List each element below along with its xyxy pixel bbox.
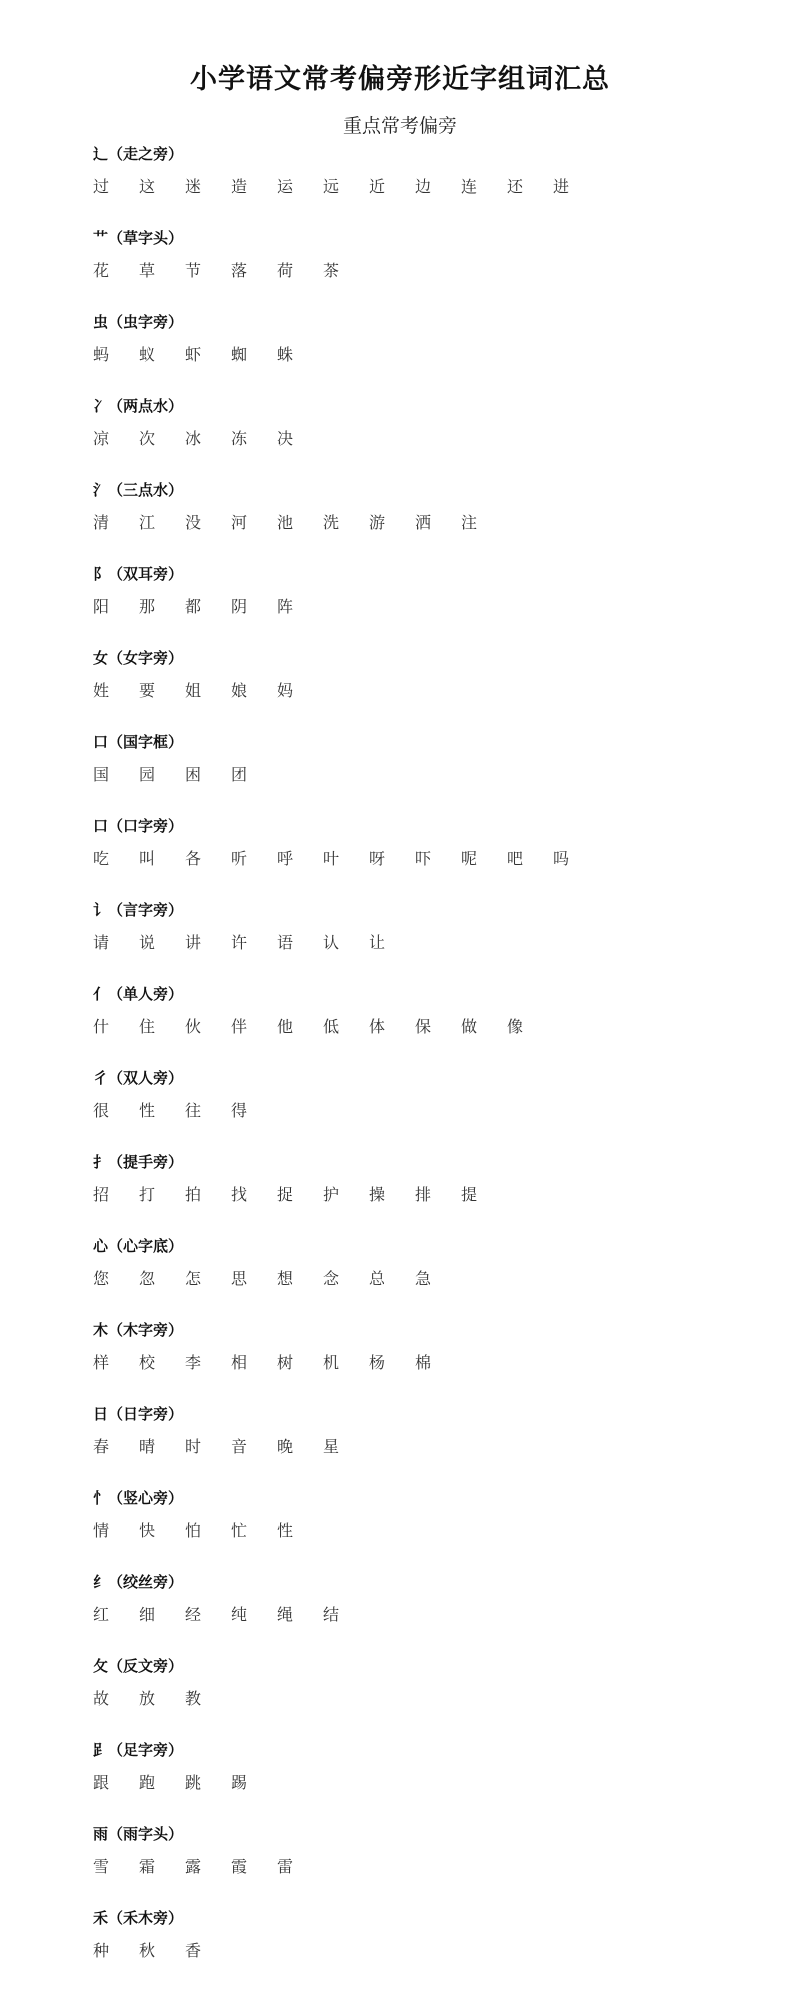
example-characters-row bbox=[93, 512, 773, 533]
example-character: 妈 bbox=[277, 681, 294, 700]
radical-label: 讠（言字旁） bbox=[93, 901, 184, 919]
example-character: 晴 bbox=[139, 1437, 156, 1456]
example-character: 阵 bbox=[277, 597, 294, 616]
example-character: 伙 bbox=[185, 1017, 202, 1036]
example-character: 吃 bbox=[93, 849, 110, 868]
example-character: 雪 bbox=[93, 1857, 110, 1876]
example-characters-row bbox=[93, 680, 773, 701]
radical-label: 口（口字旁） bbox=[93, 817, 184, 835]
example-characters-row bbox=[93, 1016, 773, 1037]
example-character: 迷 bbox=[185, 177, 202, 196]
example-character: 连 bbox=[461, 177, 478, 196]
example-character: 伴 bbox=[231, 1017, 248, 1036]
example-character: 造 bbox=[231, 177, 248, 196]
example-character: 各 bbox=[185, 849, 202, 868]
example-character: 凉 bbox=[93, 429, 110, 448]
example-characters-row bbox=[93, 764, 773, 785]
radical-label: 攵（反文旁） bbox=[93, 1657, 184, 1675]
radical-group bbox=[93, 900, 773, 984]
radical-group bbox=[93, 564, 773, 648]
example-character: 没 bbox=[185, 513, 202, 532]
example-character: 种 bbox=[93, 1941, 110, 1960]
radical-label: 纟（绞丝旁） bbox=[93, 1573, 184, 1591]
example-character: 故 bbox=[93, 1689, 110, 1708]
example-character: 次 bbox=[139, 429, 156, 448]
radical-group bbox=[93, 480, 773, 564]
example-character: 纯 bbox=[231, 1605, 248, 1624]
example-character: 打 bbox=[139, 1185, 156, 1204]
example-character: 运 bbox=[277, 177, 294, 196]
example-character: 结 bbox=[323, 1605, 340, 1624]
example-character: 清 bbox=[93, 513, 110, 532]
example-character: 江 bbox=[139, 513, 156, 532]
example-characters-row bbox=[93, 1772, 773, 1793]
radical-label: 忄（竖心旁） bbox=[93, 1489, 184, 1507]
example-character: 香 bbox=[185, 1941, 202, 1960]
example-character: 注 bbox=[461, 513, 478, 532]
example-character: 排 bbox=[415, 1185, 432, 1204]
example-character: 护 bbox=[323, 1185, 340, 1204]
example-character: 跑 bbox=[139, 1773, 156, 1792]
example-character: 认 bbox=[323, 933, 340, 952]
example-character: 音 bbox=[231, 1437, 248, 1456]
example-character: 绳 bbox=[277, 1605, 294, 1624]
example-character: 语 bbox=[277, 933, 294, 952]
example-character: 游 bbox=[369, 513, 386, 532]
radical-label: 女（女字旁） bbox=[93, 649, 184, 667]
example-character: 团 bbox=[231, 765, 248, 784]
example-character: 秋 bbox=[139, 1941, 156, 1960]
example-character: 怎 bbox=[185, 1269, 202, 1288]
example-characters-row bbox=[93, 428, 773, 449]
example-character: 捉 bbox=[277, 1185, 294, 1204]
example-character: 往 bbox=[185, 1101, 202, 1120]
example-character: 低 bbox=[323, 1017, 340, 1036]
example-characters-row bbox=[93, 1184, 773, 1205]
example-character: 这 bbox=[139, 177, 156, 196]
radical-group bbox=[93, 816, 773, 900]
example-character: 棉 bbox=[415, 1353, 432, 1372]
radical-label: 心（心字底） bbox=[93, 1237, 184, 1255]
example-character: 池 bbox=[277, 513, 294, 532]
example-character: 星 bbox=[323, 1437, 340, 1456]
example-character: 像 bbox=[507, 1017, 524, 1036]
example-character: 吧 bbox=[507, 849, 524, 868]
example-character: 蜘 bbox=[231, 345, 248, 364]
example-characters-row bbox=[93, 1856, 773, 1877]
example-characters-row bbox=[93, 1688, 773, 1709]
example-characters-row bbox=[93, 260, 773, 281]
example-character: 阴 bbox=[231, 597, 248, 616]
example-character: 花 bbox=[93, 261, 110, 280]
example-character: 进 bbox=[553, 177, 570, 196]
example-characters-row bbox=[93, 1352, 773, 1373]
radical-label: 辶（走之旁） bbox=[93, 145, 184, 163]
example-character: 冻 bbox=[231, 429, 248, 448]
example-character: 洗 bbox=[323, 513, 340, 532]
radical-label: 冫（两点水） bbox=[93, 397, 184, 415]
example-character: 吓 bbox=[415, 849, 432, 868]
example-characters-row bbox=[93, 932, 773, 953]
radical-label: 氵（三点水） bbox=[93, 481, 184, 499]
example-character: 树 bbox=[277, 1353, 294, 1372]
radical-group bbox=[93, 984, 773, 1068]
example-characters-row bbox=[93, 1100, 773, 1121]
example-character: 姓 bbox=[93, 681, 110, 700]
example-character: 总 bbox=[369, 1269, 386, 1288]
radical-group bbox=[93, 1824, 773, 1908]
example-character: 露 bbox=[185, 1857, 202, 1876]
page-title: 小学语文常考偏旁形近字组词汇总 bbox=[190, 64, 610, 95]
radical-label: 日（日字旁） bbox=[93, 1405, 184, 1423]
example-character: 您 bbox=[93, 1269, 110, 1288]
example-character: 春 bbox=[93, 1437, 110, 1456]
radical-label: 虫（虫字旁） bbox=[93, 313, 184, 331]
radical-group bbox=[93, 1656, 773, 1740]
example-character: 虾 bbox=[185, 345, 202, 364]
example-character: 踢 bbox=[231, 1773, 248, 1792]
example-character: 提 bbox=[461, 1185, 478, 1204]
example-character: 困 bbox=[185, 765, 202, 784]
example-character: 细 bbox=[139, 1605, 156, 1624]
example-character: 阳 bbox=[93, 597, 110, 616]
example-character: 霜 bbox=[139, 1857, 156, 1876]
example-character: 放 bbox=[139, 1689, 156, 1708]
radical-group bbox=[93, 648, 773, 732]
example-characters-row bbox=[93, 344, 773, 365]
example-character: 边 bbox=[415, 177, 432, 196]
example-characters-row bbox=[93, 176, 773, 197]
example-character: 经 bbox=[185, 1605, 202, 1624]
example-character: 节 bbox=[185, 261, 202, 280]
radical-group bbox=[93, 144, 773, 228]
radical-group bbox=[93, 228, 773, 312]
example-character: 呢 bbox=[461, 849, 478, 868]
example-character: 国 bbox=[93, 765, 110, 784]
radical-label: 艹（草字头） bbox=[93, 229, 184, 247]
example-character: 样 bbox=[93, 1353, 110, 1372]
example-character: 李 bbox=[185, 1353, 202, 1372]
example-character: 呼 bbox=[277, 849, 294, 868]
example-character: 还 bbox=[507, 177, 524, 196]
example-character: 请 bbox=[93, 933, 110, 952]
example-character: 霞 bbox=[231, 1857, 248, 1876]
example-characters-row bbox=[93, 848, 773, 869]
example-character: 校 bbox=[139, 1353, 156, 1372]
example-character: 蛛 bbox=[277, 345, 294, 364]
radical-group bbox=[93, 1404, 773, 1488]
example-character: 要 bbox=[139, 681, 156, 700]
example-character: 什 bbox=[93, 1017, 110, 1036]
example-characters-row bbox=[93, 1268, 773, 1289]
example-character: 那 bbox=[139, 597, 156, 616]
example-character: 吗 bbox=[553, 849, 570, 868]
example-character: 讲 bbox=[185, 933, 202, 952]
example-character: 叫 bbox=[139, 849, 156, 868]
example-character: 相 bbox=[231, 1353, 248, 1372]
example-characters-row bbox=[93, 596, 773, 617]
example-character: 拍 bbox=[185, 1185, 202, 1204]
example-character: 荷 bbox=[277, 261, 294, 280]
example-character: 都 bbox=[185, 597, 202, 616]
example-character: 近 bbox=[369, 177, 386, 196]
example-character: 急 bbox=[415, 1269, 432, 1288]
example-characters-row bbox=[93, 1436, 773, 1457]
radical-label: 𧾷（足字旁） bbox=[93, 1741, 184, 1759]
example-characters-row bbox=[93, 1520, 773, 1541]
example-character: 性 bbox=[277, 1521, 294, 1540]
radical-group bbox=[93, 1908, 773, 1992]
radical-label: 彳（双人旁） bbox=[93, 1069, 184, 1087]
example-character: 说 bbox=[139, 933, 156, 952]
example-character: 念 bbox=[323, 1269, 340, 1288]
radical-group bbox=[93, 1488, 773, 1572]
example-character: 河 bbox=[231, 513, 248, 532]
example-characters-row bbox=[93, 1940, 773, 1961]
radical-label: 口（国字框） bbox=[93, 733, 184, 751]
example-character: 性 bbox=[139, 1101, 156, 1120]
radical-group bbox=[93, 1740, 773, 1824]
example-character: 园 bbox=[139, 765, 156, 784]
radical-group bbox=[93, 312, 773, 396]
radical-list bbox=[93, 144, 773, 1992]
radical-group bbox=[93, 396, 773, 480]
radical-label: 木（木字旁） bbox=[93, 1321, 184, 1339]
example-character: 情 bbox=[93, 1521, 110, 1540]
example-character: 晚 bbox=[277, 1437, 294, 1456]
example-character: 洒 bbox=[415, 513, 432, 532]
radical-label: 亻（单人旁） bbox=[93, 985, 184, 1003]
example-character: 雷 bbox=[277, 1857, 294, 1876]
example-character: 怕 bbox=[185, 1521, 202, 1540]
example-character: 过 bbox=[93, 177, 110, 196]
example-character: 落 bbox=[231, 261, 248, 280]
example-character: 跳 bbox=[185, 1773, 202, 1792]
example-character: 体 bbox=[369, 1017, 386, 1036]
example-character: 草 bbox=[139, 261, 156, 280]
radical-group bbox=[93, 732, 773, 816]
example-character: 忙 bbox=[231, 1521, 248, 1540]
radical-label: 雨（雨字头） bbox=[93, 1825, 184, 1843]
example-character: 茶 bbox=[323, 261, 340, 280]
example-character: 许 bbox=[231, 933, 248, 952]
example-character: 想 bbox=[277, 1269, 294, 1288]
example-character: 远 bbox=[323, 177, 340, 196]
radical-label: 阝（双耳旁） bbox=[93, 565, 184, 583]
radical-label: 扌（提手旁） bbox=[93, 1153, 184, 1171]
radical-group bbox=[93, 1068, 773, 1152]
example-character: 教 bbox=[185, 1689, 202, 1708]
example-character: 让 bbox=[369, 933, 386, 952]
example-character: 操 bbox=[369, 1185, 386, 1204]
example-character: 得 bbox=[231, 1101, 248, 1120]
example-character: 蚁 bbox=[139, 345, 156, 364]
example-character: 听 bbox=[231, 849, 248, 868]
example-character: 红 bbox=[93, 1605, 110, 1624]
example-character: 思 bbox=[231, 1269, 248, 1288]
example-character: 机 bbox=[323, 1353, 340, 1372]
radical-group bbox=[93, 1572, 773, 1656]
example-character: 决 bbox=[277, 429, 294, 448]
radical-group bbox=[93, 1320, 773, 1404]
example-character: 叶 bbox=[323, 849, 340, 868]
example-character: 做 bbox=[461, 1017, 478, 1036]
example-character: 娘 bbox=[231, 681, 248, 700]
example-character: 呀 bbox=[369, 849, 386, 868]
radical-group bbox=[93, 1236, 773, 1320]
example-character: 姐 bbox=[185, 681, 202, 700]
example-character: 冰 bbox=[185, 429, 202, 448]
example-character: 住 bbox=[139, 1017, 156, 1036]
radical-label: 禾（禾木旁） bbox=[93, 1909, 184, 1927]
example-character: 找 bbox=[231, 1185, 248, 1204]
example-character: 时 bbox=[185, 1437, 202, 1456]
example-character: 杨 bbox=[369, 1353, 386, 1372]
radical-group bbox=[93, 1152, 773, 1236]
example-characters-row bbox=[93, 1604, 773, 1625]
example-character: 保 bbox=[415, 1017, 432, 1036]
section-heading: 重点常考偏旁 bbox=[342, 115, 457, 137]
example-character: 蚂 bbox=[93, 345, 110, 364]
example-character: 跟 bbox=[93, 1773, 110, 1792]
example-character: 他 bbox=[277, 1017, 294, 1036]
example-character: 快 bbox=[139, 1521, 156, 1540]
example-character: 招 bbox=[93, 1185, 110, 1204]
example-character: 忽 bbox=[139, 1269, 156, 1288]
example-character: 很 bbox=[93, 1101, 110, 1120]
